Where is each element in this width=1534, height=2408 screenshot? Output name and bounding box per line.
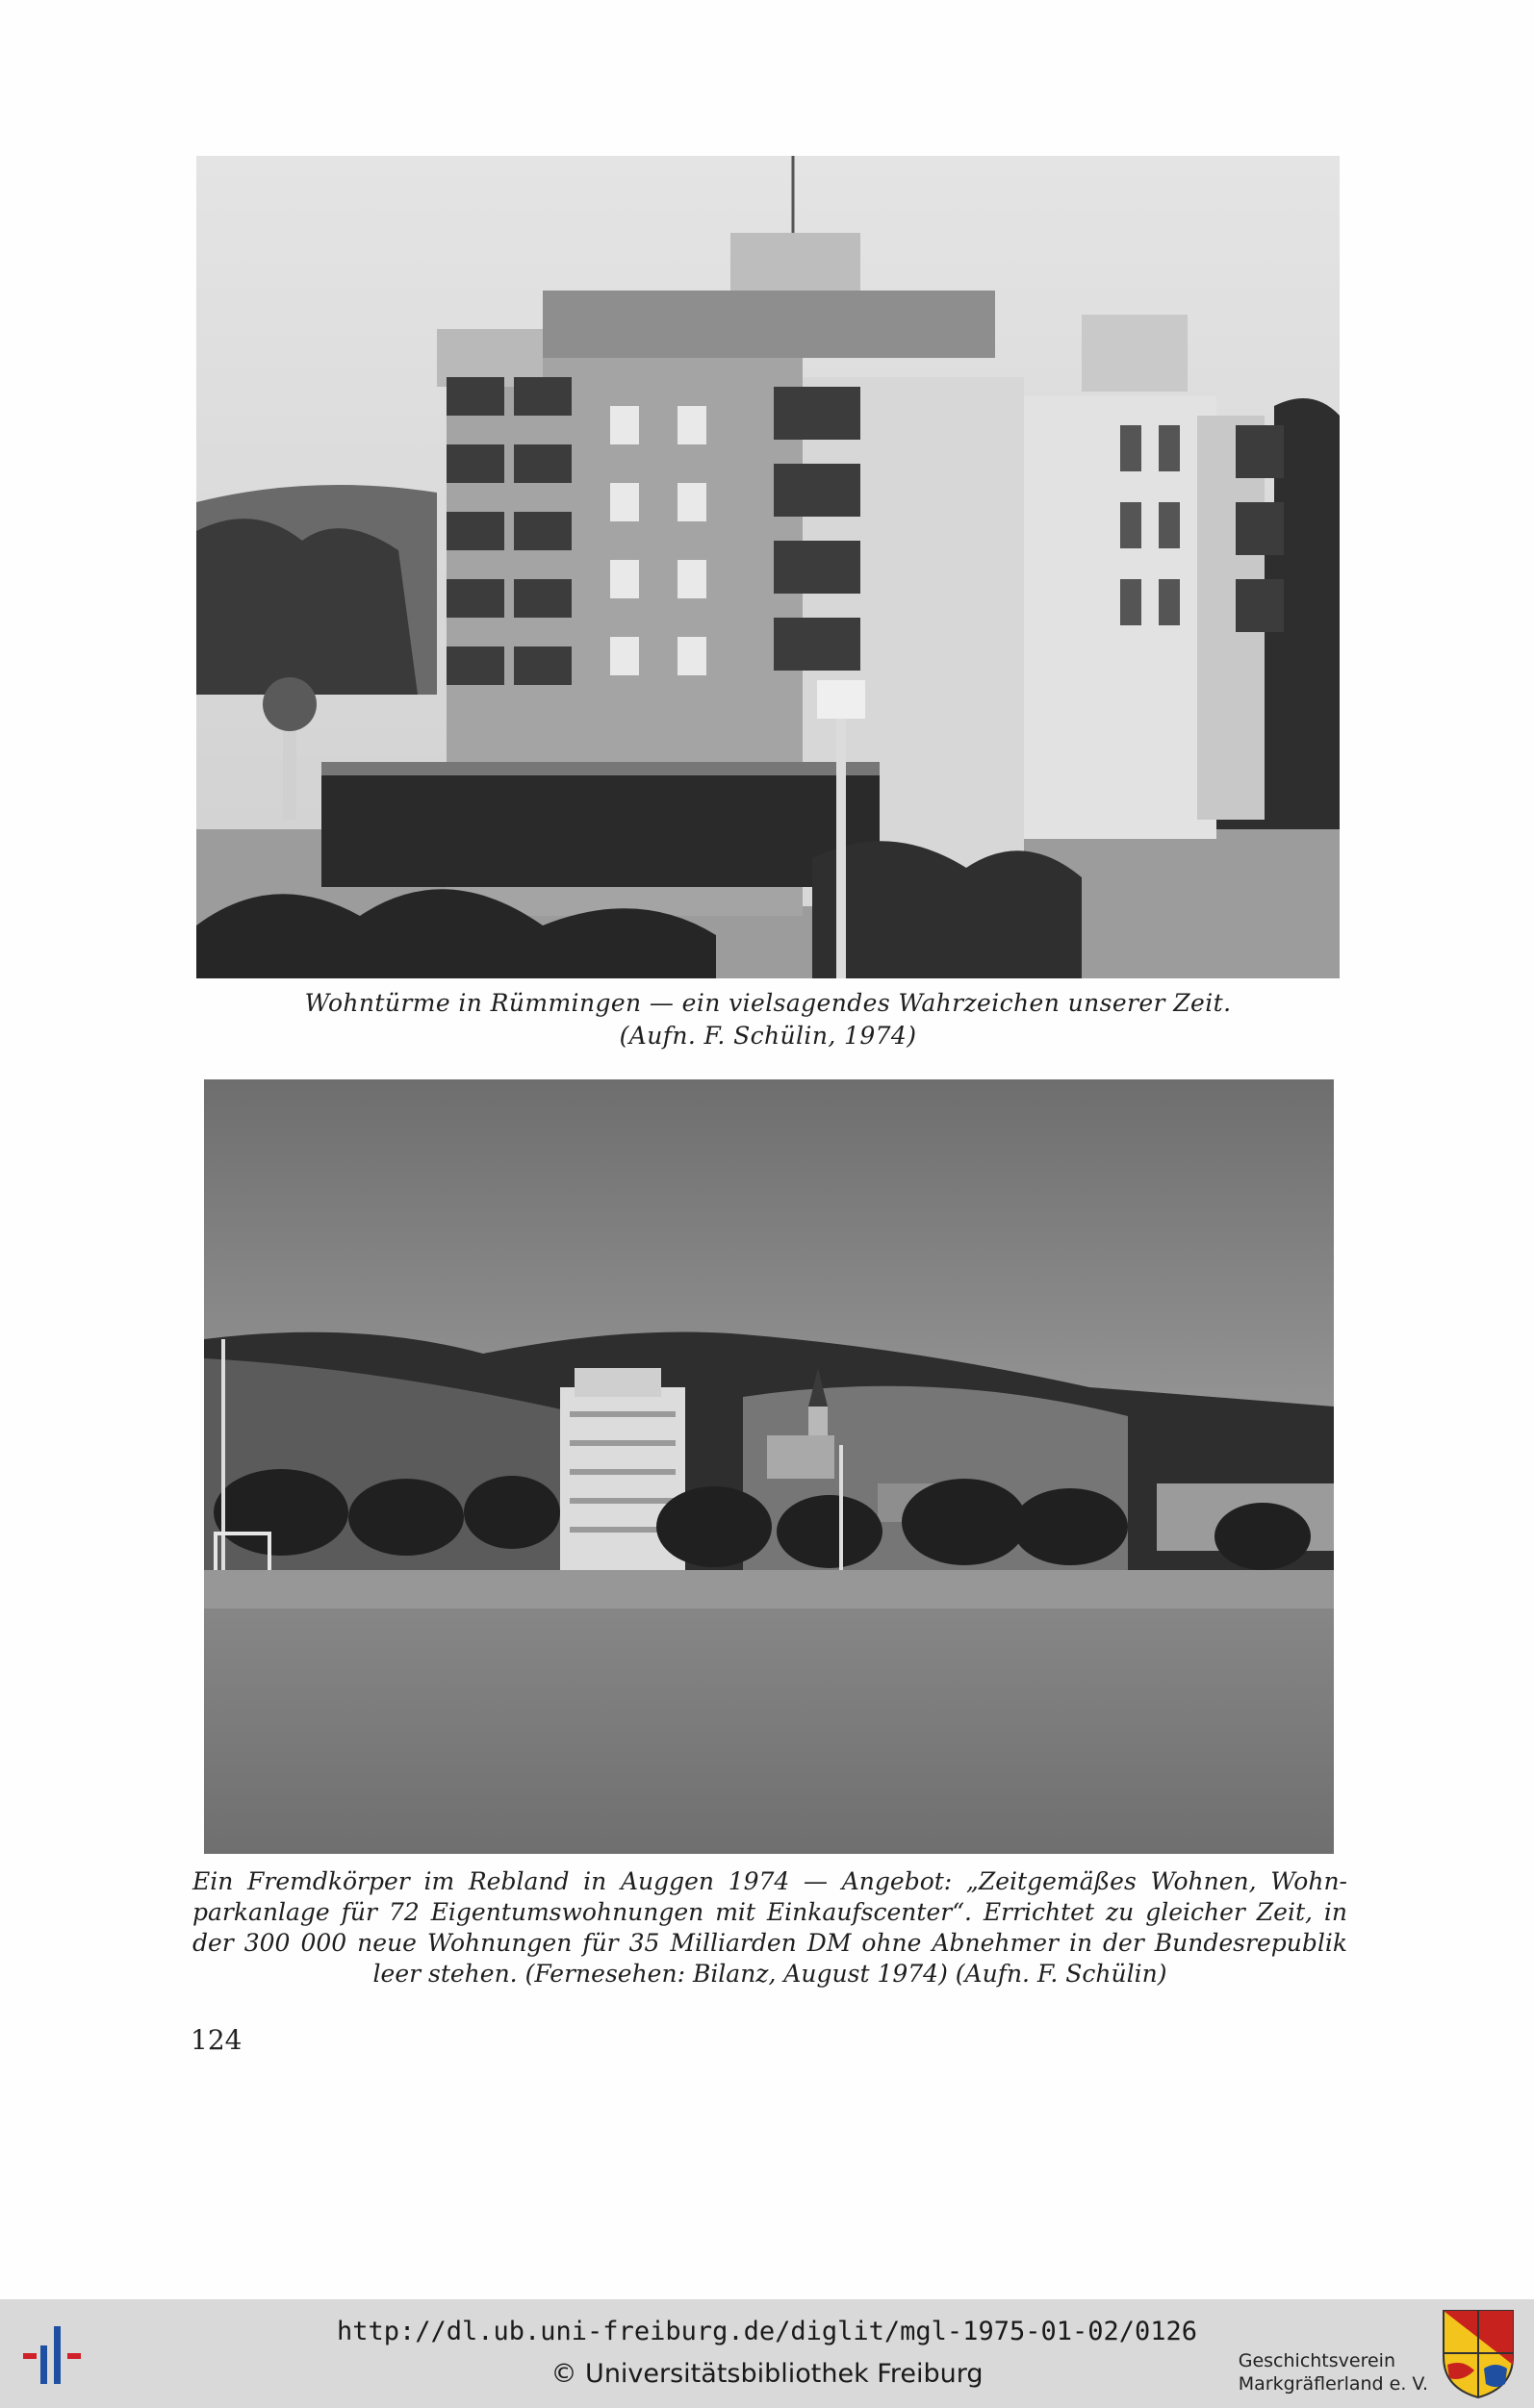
photo-apartment-tower-image [196,156,1340,978]
caption-line: leer stehen. (Fernesehen: Bilanz, August 1974) (Aufn. F. Schülin) [372,1960,1167,1988]
page-number: 124 [191,2024,243,2056]
society-name [1239,2349,1428,2395]
caption-line: (Aufn. F. Schülin, 1974) [619,1022,917,1050]
footer-bar [0,2299,1534,2408]
document-url-link[interactable]: http://dl.ub.uni-freiburg.de/diglit/mgl-1975-01-02/0126 [336,2317,1198,2346]
society-name-line: Geschichtsverein [1238,2350,1395,2371]
coat-of-arms-icon[interactable] [1440,2307,1517,2399]
caption-line: parkanlage für 72 Eigentumswohnungen mit Einkaufscenter“. Errichtet zu gleicher Zeit, in [192,1898,1347,1926]
photo-auggen-landscape [204,1079,1334,1854]
photo-caption-1 [196,987,1340,1052]
caption-line: Wohntürme in Rümmingen — ein vielsagendes Wahrzeichen unserer Zeit. [304,989,1232,1017]
photo-apartment-tower [196,156,1340,978]
copyright-text: © Universitätsbibliothek Freiburg [550,2359,984,2389]
society-name-line: Markgräflerland e. V. [1238,2373,1428,2395]
caption-line: der 300 000 neue Wohnungen für 35 Milliarden DM ohne Abnehmer in der Bundesrepublik [192,1929,1347,1957]
caption-line: Ein Fremdkörper im Rebland in Auggen 1974 — Angebot: „Zeitgemäßes Wohnen, Wohn- [192,1867,1347,1895]
photo-caption-2 [192,1866,1347,1990]
photo-auggen-landscape-image [204,1079,1334,1854]
